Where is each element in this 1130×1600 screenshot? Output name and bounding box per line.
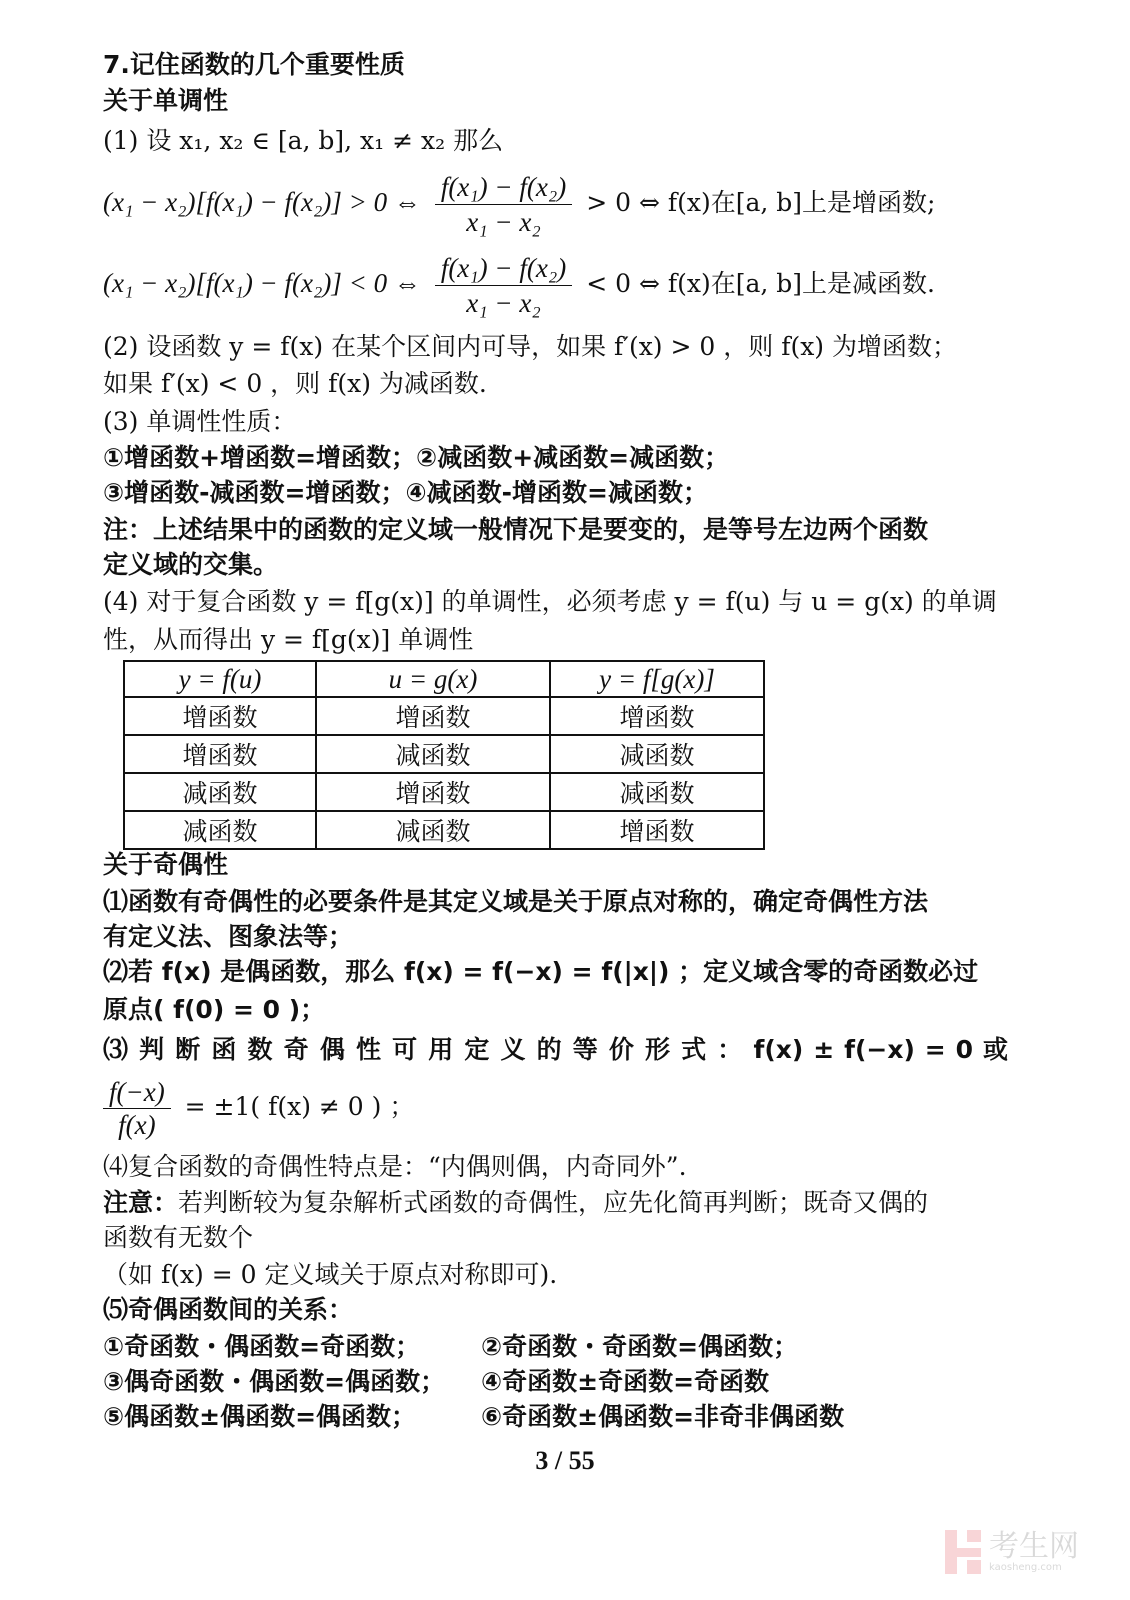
watermark-cn: 考生网 xyxy=(989,1528,1079,1564)
table-header: u = g(x) xyxy=(316,661,550,697)
parity-note-c: （如 f(x) = 0 定义域关于原点对称即可). xyxy=(103,1260,558,1289)
formula-increasing xyxy=(103,172,1008,237)
parity-p1b: 有定义法、图象法等； xyxy=(103,922,354,951)
parity-note-b: 函数有无数个 xyxy=(103,1223,254,1252)
fraction xyxy=(435,172,572,237)
relation: ③偶奇函数・偶函数=偶函数； xyxy=(103,1367,446,1396)
mono-rule-2: ③增函数-减函数=增函数；④减函数-增函数=减函数； xyxy=(103,478,708,507)
relation: ④奇函数±奇函数=奇函数 xyxy=(481,1367,770,1396)
mono-rule-1: ①增函数+增函数=增函数；②减函数+减函数=减函数； xyxy=(103,443,730,472)
mono-p1: (1) 设 x₁, x₂ ∈ [a, b], x₁ ≠ x₂ 那么 xyxy=(103,126,504,155)
mono-p2a: (2) 设函数 y = f(x) 在某个区间内可导，如果 f′(x) > 0 ，则 f(x) 为增函数； xyxy=(103,332,958,361)
numerator: f(−x) xyxy=(103,1078,171,1109)
numerator: f(x₁) − f(x₂) xyxy=(435,253,572,286)
parity-p5: ⑸奇偶函数间的关系： xyxy=(103,1295,354,1324)
mono-p4b: 性，从而得出 y = f[g(x)] 单调性 xyxy=(103,625,474,654)
parity-p2a: ⑵若 f(x) 是偶函数，那么 f(x) = f(−x) = f(|x|) ；定义域含零的奇函数必过 xyxy=(103,957,979,986)
table-cell: 增函数 xyxy=(124,735,316,773)
parity-rel-row xyxy=(103,1330,1008,1364)
table-cell: 增函数 xyxy=(550,697,764,735)
table-cell: 减函数 xyxy=(316,811,550,849)
composite-monotonicity-table xyxy=(123,660,765,850)
parity-p3a: ⑶ 判 断 函 数 奇 偶 性 可 用 定 义 的 等 价 形 式 ： f(x) ± f(−x) = 0 或 xyxy=(103,1035,1008,1064)
formula-right: = ±1( f(x) ≠ 0 ) ； xyxy=(184,1092,415,1121)
table-row xyxy=(124,697,764,735)
mono-p3: (3) 单调性性质： xyxy=(103,407,297,436)
table-header-row xyxy=(124,661,764,697)
table-header: y = f(u) xyxy=(124,661,316,697)
fraction xyxy=(103,1078,171,1139)
formula-left: (x₁ − x₂)[f(x₁) − f(x₂)] < 0 ⇔ xyxy=(103,268,421,298)
relation: ⑥奇函数±偶函数=非奇非偶函数 xyxy=(481,1402,845,1431)
parity-p2b: 原点( f(0) = 0 )； xyxy=(103,995,326,1024)
table-cell: 减函数 xyxy=(124,773,316,811)
relation: ⑤偶函数±偶函数=偶函数； xyxy=(103,1402,417,1431)
table-cell: 增函数 xyxy=(316,697,550,735)
denominator: f(x) xyxy=(118,1110,156,1140)
table-cell: 减函数 xyxy=(316,735,550,773)
table-cell: 减函数 xyxy=(124,811,316,849)
table-header: y = f[g(x)] xyxy=(550,661,764,697)
heading-monotonicity: 关于单调性 xyxy=(103,86,229,115)
parity-rel-row xyxy=(103,1365,1008,1399)
formula-right: < 0 ⇔ f(x)在[a, b]上是减函数. xyxy=(586,269,935,298)
watermark-en: kaosheng.com xyxy=(989,1561,1062,1573)
mono-note-1: 注：上述结果中的函数的定义域一般情况下是要变的，是等号左边两个函数 xyxy=(103,515,929,544)
table-cell: 减函数 xyxy=(550,773,764,811)
heading-parity: 关于奇偶性 xyxy=(103,850,229,879)
note-label: 注意： xyxy=(103,1188,179,1217)
relation: ①奇函数・偶函数=奇函数； xyxy=(103,1332,421,1361)
relation: ②奇函数・奇函数=偶函数； xyxy=(481,1332,799,1361)
formula-left: (x₁ − x₂)[f(x₁) − f(x₂)] > 0 ⇔ xyxy=(103,187,421,217)
watermark-logo-icon xyxy=(945,1530,981,1574)
table-row xyxy=(124,811,764,849)
note-text: 若判断较为复杂解析式函数的奇偶性，应先化简再判断；既奇又偶的 xyxy=(178,1188,929,1217)
mono-p4a: (4) 对于复合函数 y = f[g(x)] 的单调性，必须考虑 y = f(u) 与 u = g(x) 的单调 xyxy=(103,587,997,616)
parity-p4: ⑷复合函数的奇偶性特点是：“内偶则偶，内奇同外”. xyxy=(103,1152,687,1181)
denominator: x₁ − x₂ xyxy=(466,207,541,237)
formula-decreasing xyxy=(103,253,1008,318)
mono-note-2: 定义域的交集。 xyxy=(103,550,279,579)
table-row xyxy=(124,735,764,773)
watermark xyxy=(945,1530,1079,1574)
fraction xyxy=(435,253,572,318)
parity-p3-formula xyxy=(103,1078,1008,1139)
table-cell: 减函数 xyxy=(550,735,764,773)
table-cell: 增函数 xyxy=(124,697,316,735)
parity-note-a xyxy=(103,1186,1008,1220)
table-row xyxy=(124,773,764,811)
table-cell: 增函数 xyxy=(550,811,764,849)
table-cell: 增函数 xyxy=(316,773,550,811)
section-title: 7.记住函数的几个重要性质 xyxy=(103,50,405,79)
parity-rel-row xyxy=(103,1400,1008,1434)
numerator: f(x₁) − f(x₂) xyxy=(435,172,572,205)
mono-p2b: 如果 f′(x) < 0 ，则 f(x) 为减函数. xyxy=(103,369,487,398)
page-number: 3 / 55 xyxy=(535,1446,595,1475)
formula-right: > 0 ⇔ f(x)在[a, b]上是增函数; xyxy=(586,188,936,217)
parity-p1a: ⑴函数有奇偶性的必要条件是其定义域是关于原点对称的，确定奇偶性方法 xyxy=(103,887,929,916)
denominator: x₁ − x₂ xyxy=(466,288,541,318)
